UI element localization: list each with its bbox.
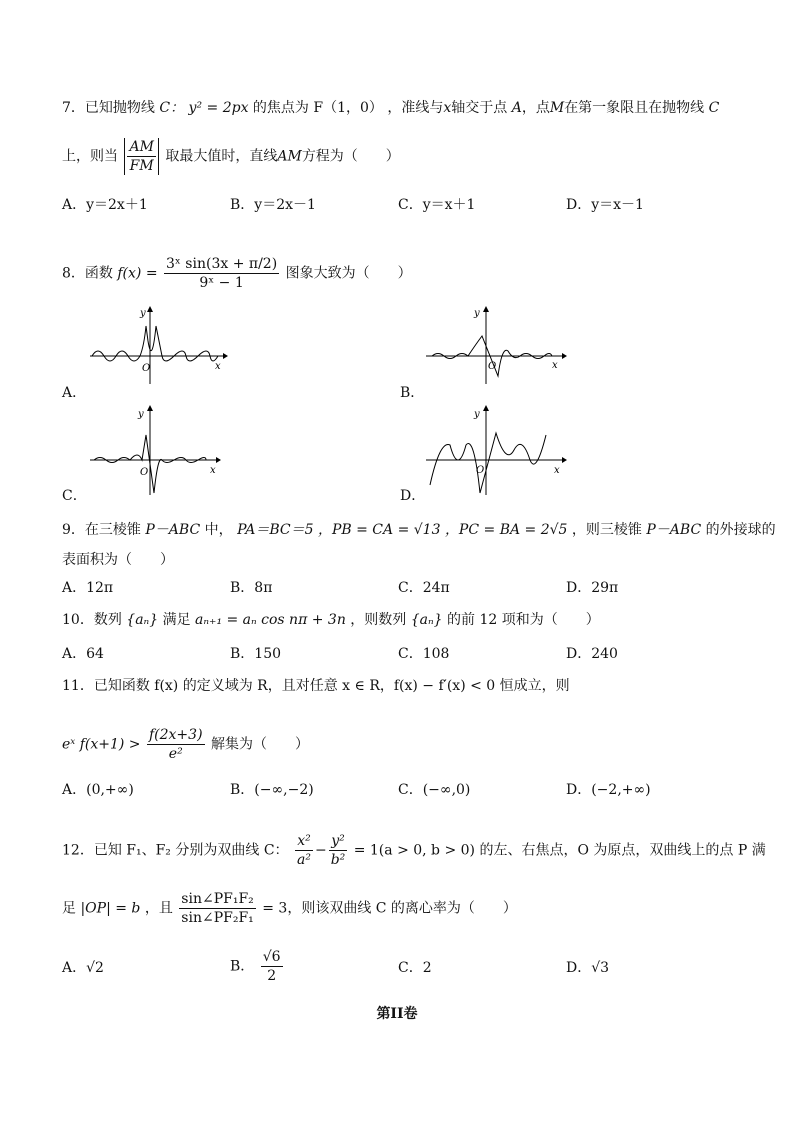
q9-text: 中， (204, 522, 233, 538)
q9-text: ，则三棱锥 (571, 522, 642, 538)
q7-text: 轴交于点 (451, 100, 508, 116)
q12-line1 (62, 832, 766, 869)
q12-text: = 3，则该双曲线 C 的离心率为（ ） (262, 900, 517, 917)
q11-option-d: D．(−2,+∞) (566, 782, 651, 798)
q12-option-b (230, 948, 285, 985)
q7-text: 7．已知抛物线 (62, 100, 155, 116)
q11-option-b: B．(−∞,−2) (230, 782, 314, 798)
q9-option-c: C．24π (398, 580, 450, 596)
q9-line1 (62, 520, 776, 540)
q7-text: 上，则当 (62, 148, 118, 165)
q8-graph-b (424, 306, 569, 386)
axis-y-label: y (138, 409, 144, 420)
q8-graph-a (88, 306, 228, 386)
q10-text: 满足 (162, 612, 191, 628)
q7-option-a: A．y＝2x＋1 (62, 197, 148, 213)
origin-label: O (476, 465, 485, 476)
axis-x-label: x (210, 465, 216, 476)
q8-graph-d (424, 405, 569, 497)
q12-hx-den: a² (296, 852, 311, 868)
q7-ratio-den: FM (129, 158, 154, 174)
axis-y-label: y (474, 409, 480, 420)
q12-text: 12．已知 F₁、F₂ 分别为双曲线 C： (62, 842, 289, 859)
q12-option-a: A．√2 (62, 960, 104, 976)
q7-curve-name: C： (159, 100, 185, 116)
q9-cond-3: ，PC = BA = 2√5 (444, 522, 568, 538)
q7-ratio (124, 138, 158, 175)
q11-line2 (62, 726, 309, 763)
q11-fraction (147, 726, 205, 763)
q8-numerator: 3ˣ sin(3x + π/2) (166, 256, 278, 272)
q10-option-b: B．150 (230, 646, 282, 662)
q7-parabola-eq: y² = 2px (188, 100, 249, 116)
q8-option-b: B． (400, 385, 425, 401)
axis-y-label: y (474, 308, 480, 319)
q7-ratio-num: AM (129, 139, 154, 155)
q7-point-a: A (511, 100, 522, 116)
q12-line2 (62, 890, 517, 927)
q9-tetrahedron: P－ABC (646, 522, 702, 538)
q11-inequality: eˣ f(x+1) > (62, 736, 141, 753)
q7-line2 (62, 138, 400, 175)
q12-option-b-label: B． (230, 958, 255, 975)
q11-line1: 11．已知函数 f(x) 的定义域为 R，且对任意 x ∈ R，f(x) − f′(x) < 0 恒成立，则 (62, 678, 570, 694)
q9-option-b: B．8π (230, 580, 273, 596)
q9-text: 的外接球的 (705, 522, 776, 538)
q8-text: 8．函数 (62, 265, 113, 282)
q12-option-d: D．√3 (566, 960, 610, 976)
q8-option-c: C． (62, 488, 87, 504)
q10-option-c: C．108 (398, 646, 450, 662)
q7-text: 方程为（ ） (301, 148, 400, 165)
q12-option-c: C．2 (398, 960, 432, 976)
q12-op: |OP| = b (80, 900, 141, 917)
q8-denominator: 9ˣ − 1 (199, 275, 244, 291)
q11-text: 解集为（ ） (210, 736, 309, 753)
q12-hx-num: x² (295, 832, 313, 851)
q10-text: 10．数列 (62, 612, 122, 628)
axis-x-label: x (215, 361, 221, 372)
q8-text: 图象大致为（ ） (285, 265, 412, 282)
q9-cond-2: ，PB = CA = √13 (317, 522, 441, 538)
q10-option-a: A．64 (62, 646, 104, 662)
q12-text: = 1(a > 0, b > 0) 的左、右焦点，O 为原点，双曲线上的点 P 满 (353, 842, 766, 859)
q11-option-a: A．(0,+∞) (62, 782, 134, 798)
q9-line2: 表面积为（ ） (62, 552, 174, 568)
q12-text: 足 (62, 900, 76, 917)
q7-x: x (443, 100, 452, 116)
q10-sequence: {aₙ} (126, 612, 159, 628)
q7-text: 取最大值时，直线 (165, 148, 278, 165)
q8-line (62, 255, 412, 292)
q11-option-c: C．(−∞,0) (398, 782, 471, 798)
q12-minus: − (314, 842, 327, 859)
q7-text: ，点 (521, 100, 550, 116)
q7-line-am: AM (277, 148, 302, 165)
q7-text: 在第一象限且在抛物线 (564, 100, 705, 116)
q12-optb-num: √6 (262, 949, 281, 965)
q9-option-d: D．29π (566, 580, 619, 596)
q11-frac-den: e² (168, 746, 183, 762)
q9-tetrahedron: P－ABC (145, 522, 201, 538)
origin-label: O (488, 361, 497, 372)
q12-sine-den: sin∠PF₂F₁ (181, 910, 254, 926)
q7-curve-name: C (708, 100, 720, 116)
q8-option-a: A． (62, 385, 87, 401)
q7-point-m: M (549, 100, 565, 116)
q8-function (164, 255, 279, 292)
q7-text: ，准线与 (387, 100, 444, 116)
q10-line (62, 610, 600, 630)
q10-recurrence: aₙ₊₁ = aₙ cos nπ + 3n (195, 612, 346, 628)
section-title: 第II卷 (376, 1006, 418, 1022)
q11-frac-num: f(2x+3) (148, 727, 203, 743)
q12-optb-den: 2 (267, 968, 277, 984)
q9-cond-1: PA＝BC＝5 (237, 522, 314, 538)
q10-option-d: D．240 (566, 646, 618, 662)
q8-fx: f(x) = (117, 265, 158, 282)
q12-hy-den: b² (330, 852, 346, 868)
q7-option-b: B．y＝2x－1 (230, 197, 316, 213)
q7-option-d: D．y＝x－1 (566, 197, 644, 213)
q10-text: 的前 12 项和为（ ） (447, 612, 600, 628)
q12-sine-ratio (179, 890, 255, 927)
q8-graph-c (88, 405, 223, 497)
q10-sequence: {aₙ} (410, 612, 443, 628)
q12-hyperbola-y (329, 832, 348, 869)
q7-focus: F（1，0） (313, 100, 383, 116)
q9-option-a: A．12π (62, 580, 114, 596)
q12-hyperbola-x (295, 832, 313, 869)
axis-x-label: x (554, 465, 560, 476)
q12-hy-num: y² (329, 832, 348, 851)
q12-option-b-value (261, 948, 283, 985)
origin-label: O (142, 363, 151, 374)
q9-text: 9．在三棱锥 (62, 522, 141, 538)
axis-x-label: x (552, 360, 558, 371)
q10-text: ，则数列 (350, 612, 407, 628)
q7-text: 的焦点为 (252, 100, 309, 116)
axis-y-label: y (140, 308, 146, 319)
q7-option-c: C．y＝x＋1 (398, 197, 476, 213)
q12-sine-num: sin∠PF₁F₂ (181, 891, 254, 907)
q7-line1 (62, 98, 719, 118)
q8-option-d: D． (400, 488, 426, 504)
origin-label: O (140, 467, 149, 478)
q12-text: ，且 (144, 900, 173, 917)
